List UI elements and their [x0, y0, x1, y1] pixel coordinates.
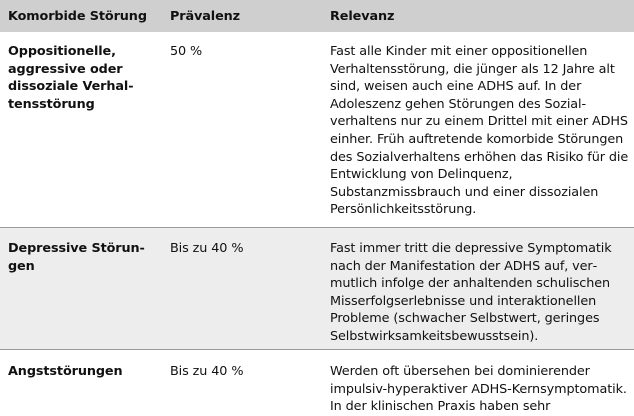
row-divider	[0, 349, 634, 350]
row-3-disorder: Angststörungen	[8, 364, 123, 379]
row-1-relevance: Fast alle Kinder mit einer oppositionellen Verhaltensstörung, die jünger als 12 Jahre alt sind, weisen auch eine ADHS auf. In der Adoleszenz gehen Störungen des Sozialverhaltens nur zu einem Drittel mit einer ADHS einher. Früh auftretende komorbide Störungen des Sozialverhaltens erhöhen das Risiko für die Entwicklung von Delinquenz, Substanzmissbrauch und einer dissozialen Persönlichkeitsstörung.	[330, 44, 629, 218]
row-2-disorder: Depressive Störungen	[8, 241, 145, 274]
row-3-relevance: Werden oft übersehen bei dominierender impulsiv-hyperaktiver ADHS-Kernsymptomatik. In der klinischen Praxis haben sehr	[330, 364, 627, 415]
row-2-relevance: Fast immer tritt die depressive Symptomatik nach der Manifestation der ADHS auf, vermutlich infolge der anhaltenden schulischen Misserfolgserlebnisse und interaktionellen Probleme (schwacher Selbstwert, geringes Selbstwirksamkeitsbewusstsein).	[330, 241, 612, 344]
header-komorbide-stoerung: Komorbide Störung	[8, 9, 147, 24]
header-relevanz: Relevanz	[330, 9, 395, 24]
row-3-prevalence: Bis zu 40 %	[170, 364, 244, 379]
header-praevalenz: Prävalenz	[170, 9, 241, 24]
row-1-disorder: Oppositionelle, aggressive oder dissoziale Verhaltensstörung	[8, 44, 134, 112]
row-2-prevalence: Bis zu 40 %	[170, 241, 244, 256]
row-1-prevalence: 50 %	[170, 44, 203, 59]
